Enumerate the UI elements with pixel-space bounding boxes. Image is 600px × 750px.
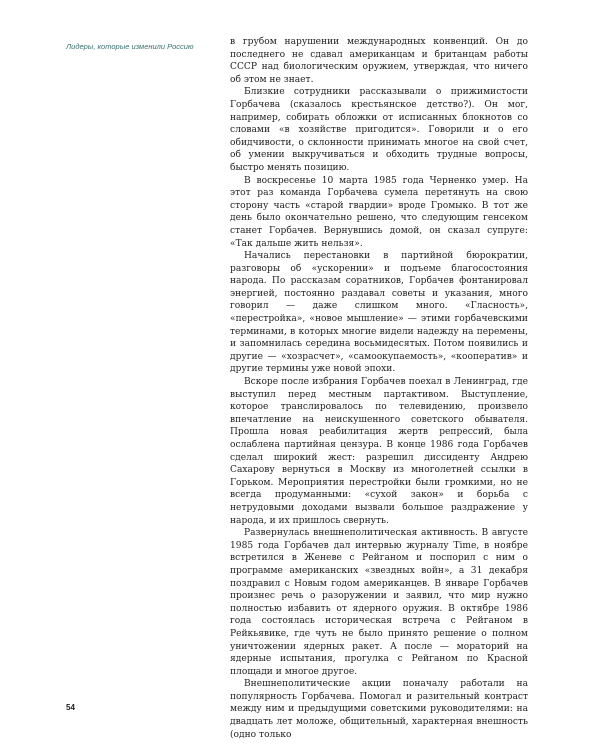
body-text-column bbox=[230, 36, 528, 741]
paragraph: Внешнеполитические акции поначалу работали на популярность Горбачева. Помогал и разительный контраст между ним и предыдущими советскими руководителями: на двадцать лет моложе, общительный, характерная внешность (одно только bbox=[230, 679, 528, 740]
paragraph: в грубом нарушении международных конвенций. Он до последнего не сдавал американцам и британцам работы СССР над биологическим оружием, утверждая, что ничего об этом не знает. bbox=[230, 37, 528, 85]
paragraph: Вскоре после избрания Горбачев поехал в Ленинград, где выступил перед местным партактивом. Выступление, которое транслировалось по телевидению, произвело впечатление на неискушенного советского обывателя. Прошла новая реабилитация жертв репрессий, была ослаблена партийная цензура. В конце 1986 года Горбачев сделал широкий жест: разрешил диссиденту Андрею Сахарову вернуться в Москву из многолетней ссылки в Горьком. Мероприятия перестройки были громкими, но не всегда продуманными: «сухой закон» и борьба с нетрудовыми доходами вызвали большое раздражение у народа, и их пришлось свернуть. bbox=[230, 377, 528, 526]
page-number: 54 bbox=[66, 703, 75, 712]
running-head: Лидеры, которые изменили Россию bbox=[66, 42, 194, 51]
paragraph: Начались перестановки в партийной бюрократии, разговоры об «ускорении» и подъеме благосостояния народа. По рассказам соратников, Горбачев фонтанировал энергией, постоянно раздавал советы и указания, много говорил — даже слишком много. «Гласность», «перестройка», «новое мышление» — этими горбачевскими терминами, в которых многие видели надежду на перемены, и запомнилась середина восьмидесятых. Потом появились и другие — «хозрасчет», «самоокупаемость», «кооператив» и другие термины уже новой эпохи. bbox=[230, 251, 528, 375]
paragraph: Близкие сотрудники рассказывали о прижимистости Горбачева (сказалось крестьянское детство?). Он мог, например, собирать обложки от исписанных блокнотов со словами «в хозяйстве пригодится». Говорили и о его обидчивости, о склонности принимать многое на свой счет, об умении выкручиваться и обходить трудные вопросы, быстро менять позицию. bbox=[230, 87, 528, 173]
paragraph: В воскресенье 10 марта 1985 года Черненко умер. На этот раз команда Горбачева сумела перетянуть на свою сторону часть «старой гвардии» вроде Громыко. В тот же день было окончательно решено, что следующим генсеком станет Горбачев. Вернувшись домой, он сказал супруге: «Так дальше жить нельзя». bbox=[230, 175, 528, 249]
paragraph: Развернулась внешнеполитическая активность. В августе 1985 года Горбачев дал интервью журналу Time, в ноябре встретился в Женеве с Рейганом и поспорил с ним о программе американских «звездных войн», а 31 декабря поздравил с Новым годом американцев. В январе Горбачев произнес речь о разоружении и заявил, что мир нужно полностью избавить от ядерного оружия. В октябре 1986 года состоялась историческая встреча с Рейганом в Рейкьявике, где чуть не было принято решение о полном уничтожении ядерных ракет. А после — мораторий на ядерные испытания, прогулка с Рейганом по Красной площади и многое другое. bbox=[230, 528, 528, 677]
